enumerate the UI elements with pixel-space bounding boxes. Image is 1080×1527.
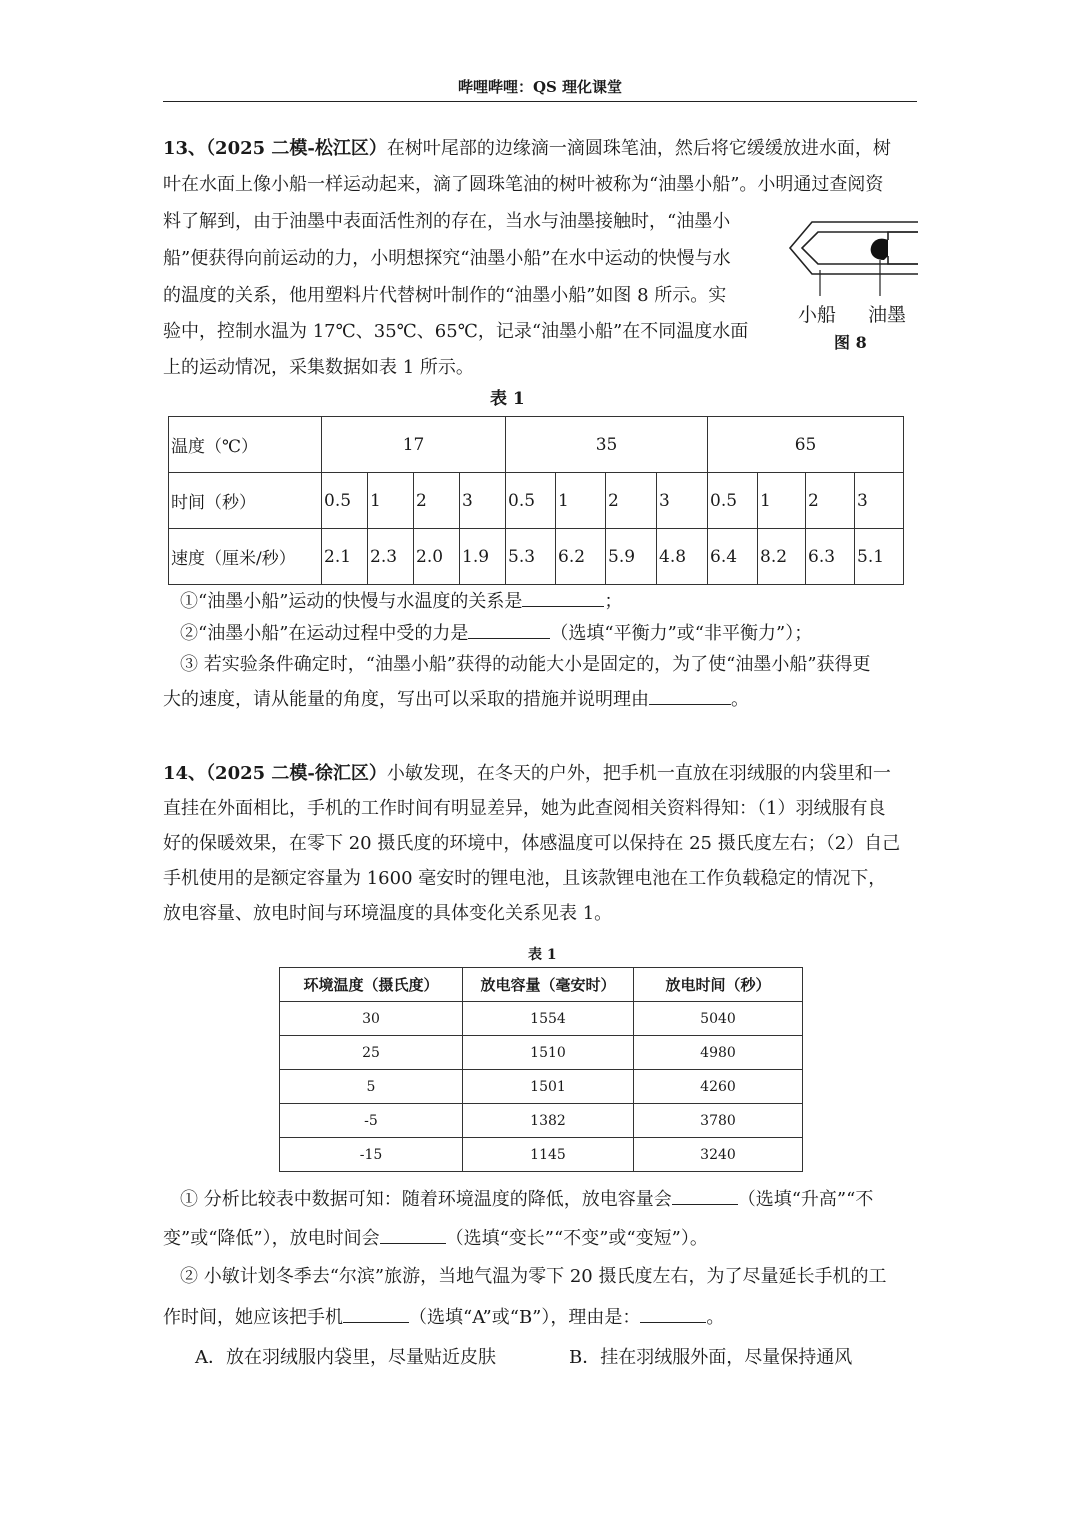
q13-sub3-end: 。 <box>731 689 749 710</box>
q14-line-1 <box>163 762 891 786</box>
q14-line-2: 直挂在外面相比，手机的工作时间有明显差异，她为此查阅相关资料得知：（1）羽绒服有良 <box>163 798 886 819</box>
answer-blank[interactable] <box>380 1225 446 1244</box>
q13-line-3: 料了解到，由于油墨中表面活性剂的存在，当水与油墨接触时，“油墨小 <box>163 211 731 232</box>
time-row <box>169 473 904 529</box>
time-cell: 0.5 <box>322 473 368 529</box>
q14-sub1-text2: 变”或“降低”），放电时间会 <box>163 1228 380 1249</box>
speed-cell: 5.3 <box>506 529 556 585</box>
q13-sub2-end: （选填“平衡力”或“非平衡力”）； <box>550 623 813 644</box>
q14-text-1: 小敏发现，在冬天的户外，把手机一直放在羽绒服的内袋里和一 <box>386 763 891 784</box>
speed-cell: 2.3 <box>368 529 414 585</box>
q13-line-6: 验中，控制水温为 17℃、35℃、65℃，记录“油墨小船”在不同温度水面 <box>163 321 749 342</box>
temp-cell: 35 <box>506 417 708 473</box>
q14-data-table <box>279 967 803 1172</box>
time-cell: 1 <box>758 473 806 529</box>
q14-sub2-line1: ② 小敏计划冬季去“尔滨”旅游，当地气温为零下 20 摄氏度左右，为了尽量延长手机的工 <box>180 1266 887 1287</box>
row-header-speed: 速度（厘米/秒） <box>169 529 322 585</box>
q13-line-4: 船”便获得向前运动的力，小明想探究“油墨小船”在水中运动的快慢与水 <box>163 248 731 269</box>
q13-sub3-line1: ③ 若实验条件确定时，“油墨小船”获得的动能大小是固定的，为了使“油墨小船”获得更 <box>180 654 871 675</box>
q14-number: 14、（2025 二模-徐汇区） <box>163 763 387 784</box>
option-a: A．放在羽绒服内袋里，尽量贴近皮肤 <box>195 1347 496 1368</box>
table-cell: 1501 <box>463 1070 634 1104</box>
q13-sub1-end: ； <box>604 591 623 612</box>
q14-sub2-options: （选填“A”或“B”），理由是： <box>409 1307 641 1328</box>
figure-caption: 图 8 <box>834 333 867 352</box>
time-cell: 2 <box>606 473 657 529</box>
speed-cell: 8.2 <box>758 529 806 585</box>
q13-sub2-text: ②“油墨小船”在运动过程中受的力是 <box>180 623 469 644</box>
speed-row <box>169 529 904 585</box>
speed-cell: 1.9 <box>460 529 506 585</box>
table-cell: 3780 <box>634 1104 803 1138</box>
temp-row <box>169 417 904 473</box>
q14-sub2-text: 作时间，她应该把手机 <box>163 1307 343 1328</box>
answer-blank[interactable] <box>522 588 604 607</box>
time-cell: 1 <box>556 473 606 529</box>
q13-sub1-text: ①“油墨小船”运动的快慢与水温度的关系是 <box>180 591 523 612</box>
q14-sub1-line2 <box>163 1225 708 1251</box>
speed-cell: 6.2 <box>556 529 606 585</box>
boat-label: 小船 <box>798 304 837 326</box>
figure-8 <box>780 210 920 360</box>
q14-sub2-line2 <box>163 1304 724 1330</box>
q14-line-3: 好的保暖效果，在零下 20 摄氏度的环境中，体感温度可以保持在 25 摄氏度左右；（2）自己 <box>163 833 901 854</box>
temp-cell: 65 <box>708 417 904 473</box>
table-cell: -5 <box>280 1104 463 1138</box>
q14-sub1-text: ① 分析比较表中数据可知：随着环境温度的降低，放电容量会 <box>180 1189 672 1210</box>
q14-sub1-options2: （选填“变长”“不变”或“变短”）。 <box>445 1228 708 1249</box>
table-cell: -15 <box>280 1138 463 1172</box>
time-cell: 3 <box>460 473 506 529</box>
answer-blank[interactable] <box>672 1186 738 1205</box>
table-cell: 4260 <box>634 1070 803 1104</box>
table-cell: 1554 <box>463 1002 634 1036</box>
table-cell: 1145 <box>463 1138 634 1172</box>
boat-diagram <box>780 210 920 310</box>
q14-sub2-end: 。 <box>706 1307 725 1328</box>
q14-line-5: 放电容量、放电时间与环境温度的具体变化关系见表 1。 <box>163 903 613 924</box>
ink-blob <box>871 239 888 260</box>
column-header: 环境温度（摄氏度） <box>280 968 463 1002</box>
q14-table-caption: 表 1 <box>528 947 557 963</box>
q13-line-7: 上的运动情况，采集数据如表 1 所示。 <box>163 357 474 378</box>
answer-blank[interactable] <box>343 1304 409 1323</box>
speed-cell: 4.8 <box>657 529 708 585</box>
q13-sub3-text: 大的速度，请从能量的角度，写出可以采取的措施并说明理由 <box>163 689 649 710</box>
q14-line-4: 手机使用的是额定容量为 1600 毫安时的锂电池，且该款锂电池在工作负载稳定的情况下， <box>163 868 887 889</box>
time-cell: 0.5 <box>506 473 556 529</box>
table-row <box>280 1036 803 1070</box>
column-header: 放电时间（秒） <box>634 968 803 1002</box>
table-cell: 3240 <box>634 1138 803 1172</box>
q14-sub1-line1 <box>180 1186 873 1212</box>
q13-line-1 <box>163 137 891 161</box>
table-cell: 25 <box>280 1036 463 1070</box>
row-header-temp: 温度（℃） <box>169 417 322 473</box>
table-row <box>280 1104 803 1138</box>
speed-cell: 6.4 <box>708 529 758 585</box>
table-cell: 5 <box>280 1070 463 1104</box>
header-rule <box>163 101 917 102</box>
q13-line-5: 的温度的关系，他用塑料片代替树叶制作的“油墨小船”如图 8 所示。实 <box>163 285 727 306</box>
q13-data-table <box>168 416 904 585</box>
page-header: 哔哩哔哩：QS 理化课堂 <box>457 78 623 96</box>
time-cell: 1 <box>368 473 414 529</box>
speed-cell: 2.0 <box>414 529 460 585</box>
time-cell: 2 <box>806 473 855 529</box>
time-cell: 0.5 <box>708 473 758 529</box>
ink-label: 油墨 <box>868 304 907 326</box>
q13-number: 13、（2025 二模-松江区） <box>163 138 387 159</box>
q13-line-2: 叶在水面上像小船一样运动起来，滴了圆珠笔油的树叶被称为“油墨小船”。小明通过查阅资 <box>163 174 884 195</box>
table-cell: 1382 <box>463 1104 634 1138</box>
q13-sub1 <box>180 588 622 614</box>
row-header-time: 时间（秒） <box>169 473 322 529</box>
time-cell: 3 <box>657 473 708 529</box>
column-header: 放电容量（毫安时） <box>463 968 634 1002</box>
table-row <box>280 1070 803 1104</box>
time-cell: 2 <box>414 473 460 529</box>
table-row <box>280 1002 803 1036</box>
q13-sub2 <box>180 620 812 646</box>
answer-blank[interactable] <box>649 686 731 705</box>
q13-sub3-line2 <box>163 686 749 712</box>
table-row <box>280 1138 803 1172</box>
answer-blank[interactable] <box>468 620 550 639</box>
speed-cell: 5.1 <box>855 529 904 585</box>
table-cell: 5040 <box>634 1002 803 1036</box>
speed-cell: 6.3 <box>806 529 855 585</box>
table-cell: 1510 <box>463 1036 634 1070</box>
q13-table-caption: 表 1 <box>490 389 525 409</box>
q14-sub1-options: （选填“升高”“不 <box>737 1189 874 1210</box>
q13-text-1: 在树叶尾部的边缘滴一滴圆珠笔油，然后将它缓缓放进水面，树 <box>386 138 891 159</box>
table-cell: 30 <box>280 1002 463 1036</box>
option-b: B．挂在羽绒服外面，尽量保持通风 <box>569 1347 853 1368</box>
answer-blank[interactable] <box>640 1304 706 1323</box>
speed-cell: 5.9 <box>606 529 657 585</box>
time-cell: 3 <box>855 473 904 529</box>
table-cell: 4980 <box>634 1036 803 1070</box>
temp-cell: 17 <box>322 417 506 473</box>
speed-cell: 2.1 <box>322 529 368 585</box>
table-header-row <box>280 968 803 1002</box>
